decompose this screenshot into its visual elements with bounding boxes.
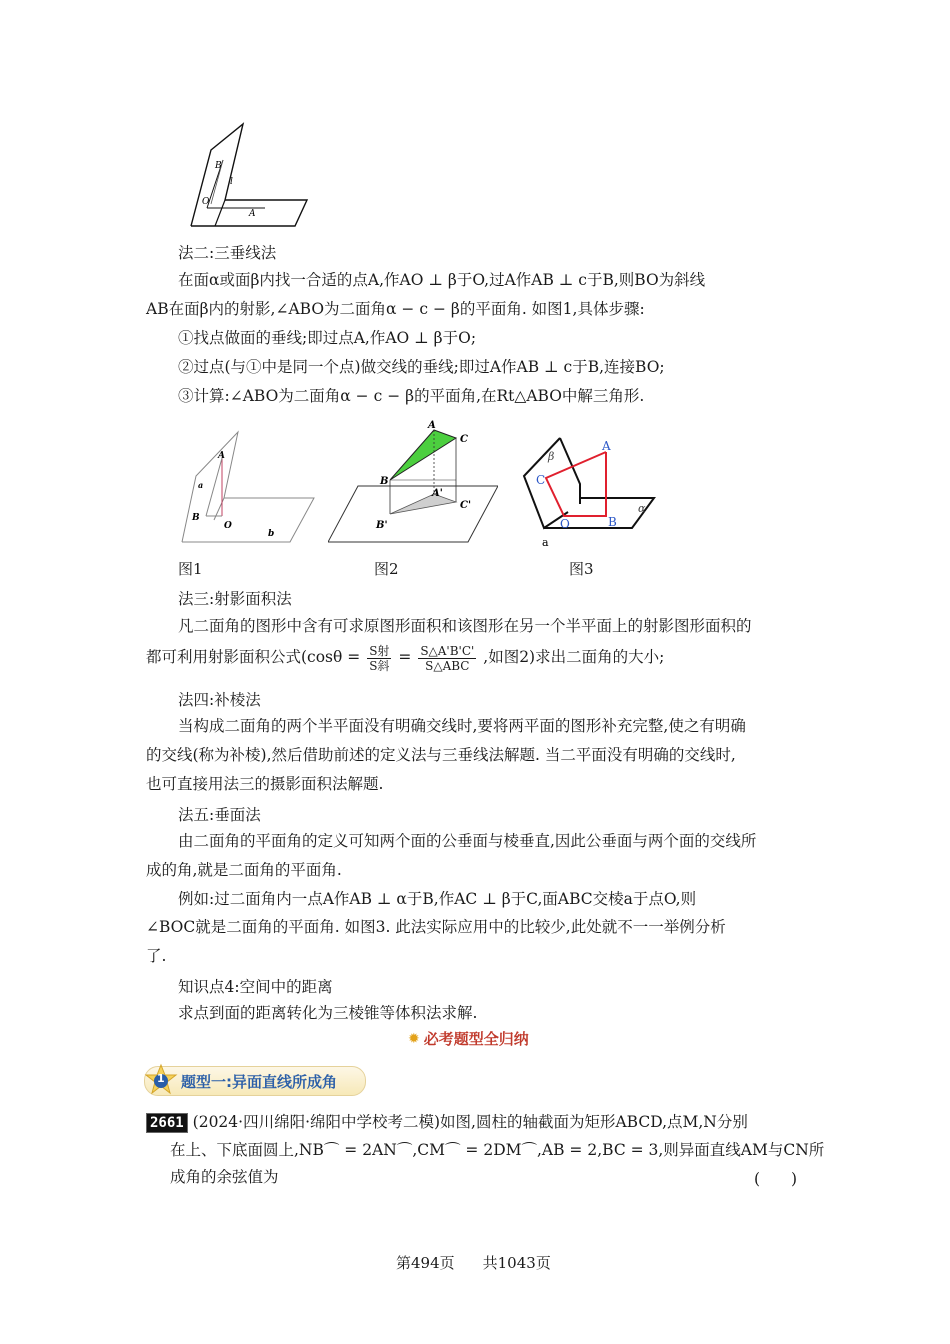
- fig-top-label-l: l: [230, 177, 233, 187]
- section-header: [408, 1028, 529, 1049]
- method2-step3: ③计算:∠ABO为二面角α − c − β的平面角,在Rt△ABO中解三角形.: [178, 387, 645, 405]
- page-total: 共1043页: [482, 1254, 551, 1272]
- fig-top-label-B: B: [215, 161, 222, 171]
- fig2-caption: 图2: [374, 560, 399, 578]
- method5-ex2: ∠BOC就是二面角的平面角. 如图3. 此法实际应用中的比较少,此处就不一一举例分析: [146, 918, 726, 936]
- page-number: 第494页: [396, 1254, 455, 1272]
- fig2-label-C: C: [460, 434, 468, 445]
- method5-ex3: 了.: [146, 947, 167, 965]
- topic-badge: [144, 1063, 178, 1097]
- kp4-heading: 知识点4:空间中的距离: [178, 978, 333, 996]
- frac2-denominator: S△ABC: [425, 658, 470, 673]
- method3-heading: 法三:射影面积法: [178, 590, 292, 608]
- frac-cos-ratio: [367, 644, 391, 673]
- fig1-label-O: O: [224, 521, 232, 531]
- question-line2: 在上、下底面圆上,NB⌒ = 2AN⌒,CM⌒ = 2DM⌒,AB = 2,BC = 3,则异面直线AM与CN所: [170, 1141, 825, 1159]
- fig-top-label-O: O: [202, 197, 210, 207]
- method4-line2: 的交线(称为补棱),然后借助前述的定义法与三垂线法解题. 当二平面没有明确的交线时,: [146, 746, 736, 764]
- page-footer: [396, 1252, 551, 1273]
- frac1-numerator: S射: [369, 643, 390, 658]
- section-title: 必考题型全归纳: [423, 1030, 529, 1048]
- fig2-label-C-prime: C': [460, 500, 472, 511]
- frac-area-ratio: [418, 644, 476, 673]
- fig1-label-B: B: [192, 513, 200, 523]
- question-text1: (2024·四川绵阳·绵阳中学校考二模)如图,圆柱的轴截面为矩形ABCD,点M,N分别: [192, 1113, 748, 1131]
- fig3-label-C: C: [536, 473, 546, 487]
- fig3-label-beta: β: [548, 450, 555, 463]
- method3-line2-pre: 都可利用射影面积公式(cosθ =: [146, 648, 361, 666]
- method4-line1: 当构成二面角的两个半平面没有明确交线时,要将两平面的图形补充完整,使之有明确: [178, 717, 746, 735]
- method2-heading: 法二:三垂线法: [178, 244, 277, 262]
- method4-heading: 法四:补棱法: [178, 691, 261, 709]
- fig3-label-a: a: [542, 536, 549, 549]
- fig2-label-B: B: [380, 476, 389, 487]
- fig2-label-B-prime: B': [376, 520, 388, 531]
- method2-line1: 在面α或面β内找一合适的点A,作AO ⊥ β于O,过A作AB ⊥ c于B,则BO为斜线: [178, 271, 706, 289]
- fig3-label-O: O: [560, 517, 570, 531]
- fig3-label-alpha: α: [638, 502, 646, 515]
- fig3-label-A: A: [602, 439, 611, 453]
- method3-equals: =: [398, 648, 412, 666]
- question-line3: 成角的余弦值为: [170, 1168, 279, 1186]
- fig1-caption: 图1: [178, 560, 203, 578]
- method2-line2: AB在面β内的射影,∠ABO为二面角α − c − β的平面角. 如图1,具体步骤:: [146, 300, 645, 318]
- answer-bracket: ( ): [754, 1170, 798, 1188]
- fig2-label-A: A: [428, 420, 436, 431]
- method5-line2: 成的角,就是二面角的平面角.: [146, 861, 342, 879]
- fig-top-label-A: A: [249, 209, 256, 219]
- sun-icon: ✹: [408, 1030, 420, 1047]
- question-number: 2661: [146, 1113, 188, 1133]
- kp4-text: 求点到面的距离转化为三棱锥等体积法求解.: [178, 1004, 478, 1022]
- figure-2: [328, 418, 498, 548]
- method4-line3: 也可直接用法三的摄影面积法解题.: [146, 775, 384, 793]
- question-line1: [146, 1112, 811, 1133]
- frac1-denominator: S斜: [369, 658, 390, 673]
- method5-ex1: 例如:过二面角内一点A作AB ⊥ α于B,作AC ⊥ β于C,面ABC交棱a于点O,则: [178, 890, 697, 908]
- method3-line2-post: ,如图2)求出二面角的大小;: [483, 648, 665, 666]
- fig3-caption: 图3: [569, 560, 594, 578]
- method2-step2: ②过点(与①中是同一个点)做交线的垂线;即过A作AB ⊥ c于B,连接BO;: [178, 358, 665, 376]
- topic-label: 题型一:异面直线所成角: [181, 1073, 337, 1091]
- fig1-label-b: b: [268, 529, 275, 539]
- frac2-numerator: S△A'B'C': [420, 643, 475, 658]
- figure-3: [520, 432, 670, 550]
- top-dihedral-figure: [185, 120, 325, 230]
- method5-line1: 由二面角的平面角的定义可知两个面的公垂面与棱垂直,因此公垂面与两个面的交线所: [178, 832, 757, 850]
- method3-line2: [146, 642, 811, 673]
- topic-number: 1: [157, 1072, 165, 1085]
- fig2-label-A-prime: A': [432, 488, 443, 499]
- method3-line1: 凡二面角的图形中含有可求原图形面积和该图形在另一个半平面上的射影图形面积的: [178, 617, 752, 635]
- figure-1: [178, 428, 318, 546]
- fig1-label-a: a: [198, 480, 204, 490]
- method5-heading: 法五:垂面法: [178, 806, 261, 824]
- method2-step1: ①找点做面的垂线;即过点A,作AO ⊥ β于O;: [178, 329, 477, 347]
- fig1-label-A: A: [218, 451, 225, 461]
- fig3-label-B: B: [608, 515, 617, 529]
